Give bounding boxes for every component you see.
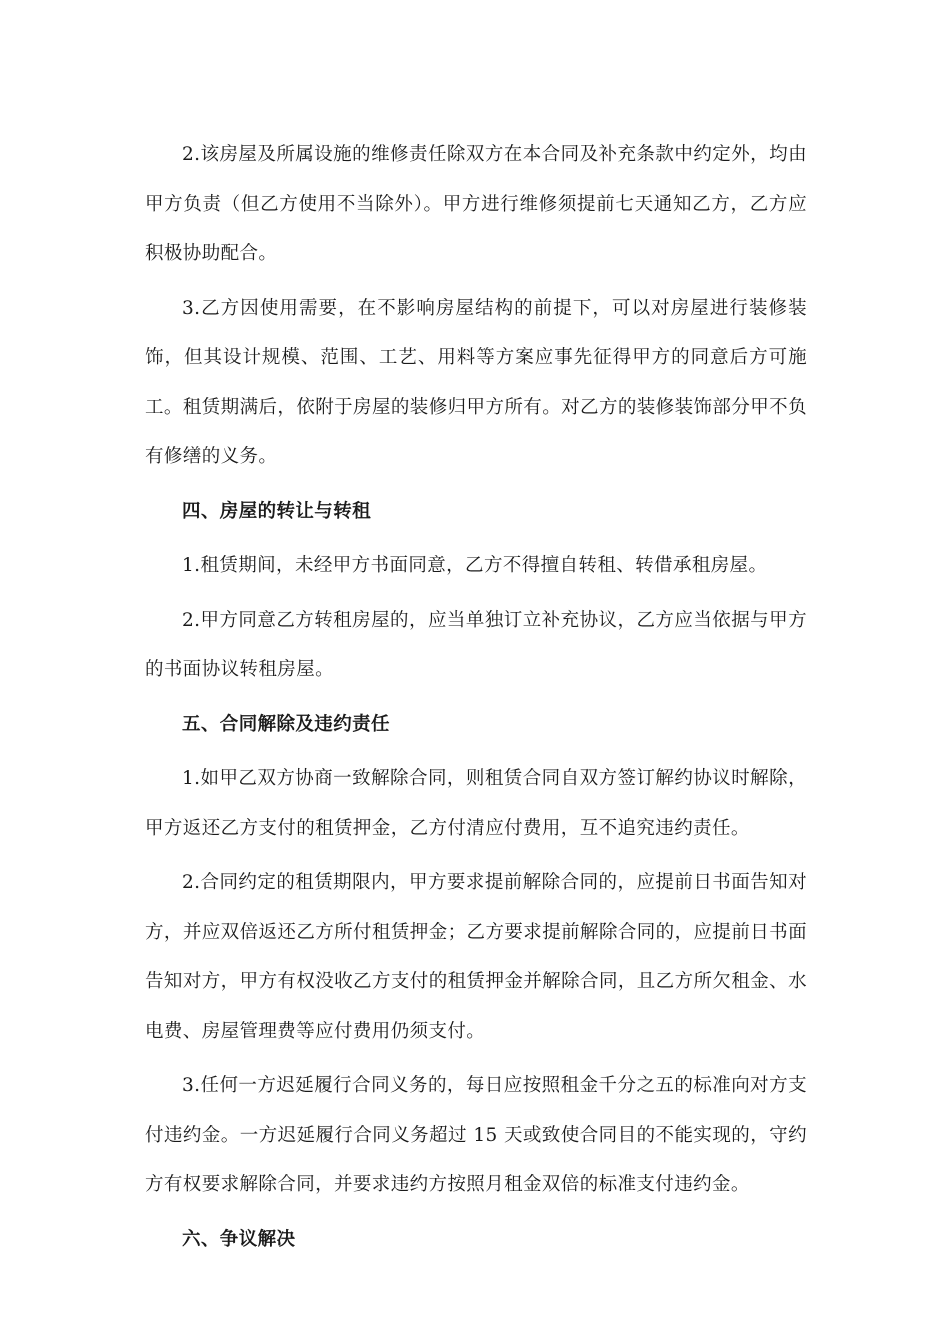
section-4-heading: 四、房屋的转让与转租 (182, 500, 372, 522)
clause-5-3-late-performance: 3.任何一方迟延履行合同义务的，每日应按照租金千分之五的标准向对方支付违约金。一方迟延履行合同义务超过 15 天或致使合同目的不能实现的，守约方有权要求解除合同，并要求违约方按照月租金双倍的标准支付违约金。 (145, 1075, 807, 1195)
contract-body (145, 130, 807, 1269)
section-5-heading: 五、合同解除及违约责任 (182, 713, 390, 735)
clause-3-3-decoration: 3.乙方因使用需要，在不影响房屋结构的前提下，可以对房屋进行装修装饰，但其设计规模、范围、工艺、用料等方案应事先征得甲方的同意后方可施工。租赁期满后，依附于房屋的装修归甲方所有。对乙方的装修装饰部分甲不负有修缮的义务。 (145, 297, 807, 467)
clause-4-1-sublease: 1.租赁期间，未经甲方书面同意，乙方不得擅自转租、转借承租房屋。 (182, 555, 768, 576)
clause-5-2-early-termination: 2.合同约定的租赁期限内，甲方要求提前解除合同的，应提前日书面告知对方，并应双倍返还乙方所付租赁押金；乙方要求提前解除合同的，应提前日书面告知对方，甲方有权没收乙方支付的租赁押金并解除合同，且乙方所欠租金、水电费、房屋管理费等应付费用仍须支付。 (145, 872, 807, 1042)
clause-3-2-repair: 2.该房屋及所属设施的维修责任除双方在本合同及补充条款中约定外，均由甲方负责（但乙方使用不当除外）。甲方进行维修须提前七天通知乙方，乙方应积极协助配合。 (145, 144, 807, 264)
clause-5-1-mutual-termination: 1.如甲乙双方协商一致解除合同，则租赁合同自双方签订解约协议时解除，甲方返还乙方支付的租赁押金，乙方付清应付费用，互不追究违约责任。 (145, 768, 807, 839)
section-6-heading: 六、争议解决 (182, 1228, 296, 1250)
clause-4-2-agreement: 2.甲方同意乙方转租房屋的，应当单独订立补充协议，乙方应当依据与甲方的书面协议转租房屋。 (145, 609, 807, 680)
